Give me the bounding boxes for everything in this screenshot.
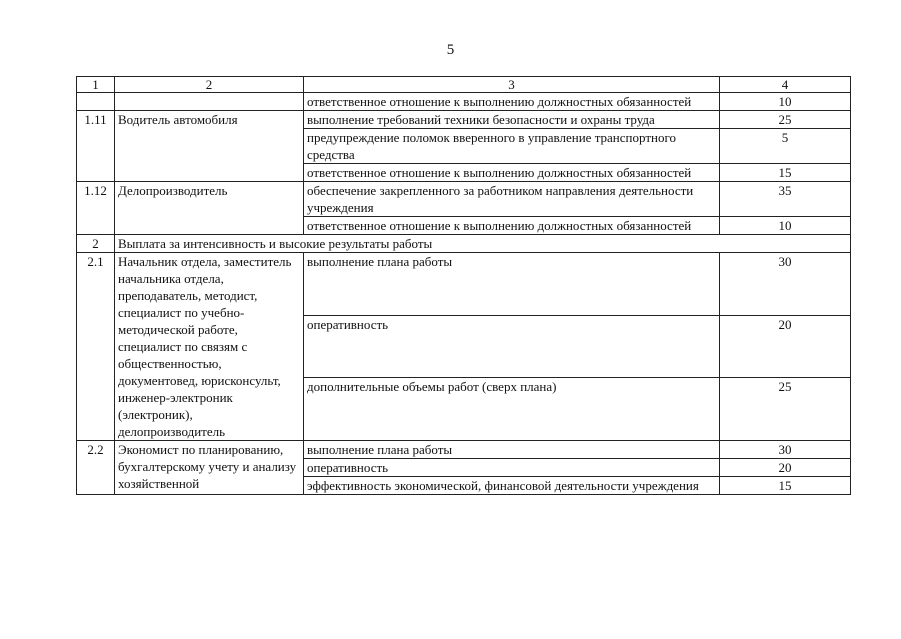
criterion-cell: выполнение требований техники безопасности и охраны труда (304, 111, 720, 129)
criterion-cell: оперативность (304, 459, 720, 477)
row-number (77, 93, 115, 111)
value-cell: 15 (720, 164, 851, 182)
criterion-cell: ответственное отношение к выполнению должностных обязанностей (304, 164, 720, 182)
page-number: 5 (446, 42, 455, 58)
section-title: Выплата за интенсивность и высокие результаты работы (115, 235, 851, 253)
position-cell: Начальник отдела, заместитель начальника отдела, преподаватель, методист, специалист по учебно-методической работе, специалист по связям с общественностью, документовед, юрисконсульт, инженер-электроник (электроник), делопроизводитель (115, 253, 304, 441)
criterion-cell: ответственное отношение к выполнению должностных обязанностей (304, 93, 720, 111)
value-cell: 30 (720, 441, 851, 459)
table-row (77, 93, 851, 111)
criteria-table (76, 76, 851, 495)
row-number: 1.11 (77, 111, 115, 182)
criterion-cell: оперативность (304, 315, 720, 378)
position-cell (115, 93, 304, 111)
value-cell: 10 (720, 93, 851, 111)
row-number: 1.12 (77, 182, 115, 235)
position-cell: Экономист по планированию, бухгалтерскому учету и анализу хозяйственной (115, 441, 304, 495)
value-cell: 25 (720, 378, 851, 441)
criterion-cell: выполнение плана работы (304, 441, 720, 459)
table-row (77, 111, 851, 129)
value-cell: 30 (720, 253, 851, 316)
header-cell: 2 (115, 77, 304, 93)
value-cell: 5 (720, 129, 851, 164)
header-cell: 1 (77, 77, 115, 93)
row-number: 2.1 (77, 253, 115, 441)
value-cell: 20 (720, 315, 851, 378)
header-cell: 4 (720, 77, 851, 93)
section-row (77, 235, 851, 253)
criterion-cell: ответственное отношение к выполнению должностных обязанностей (304, 217, 720, 235)
value-cell: 35 (720, 182, 851, 217)
criterion-cell: дополнительные объемы работ (сверх плана) (304, 378, 720, 441)
table-row (77, 441, 851, 459)
table-row (77, 182, 851, 217)
criterion-cell: выполнение плана работы (304, 253, 720, 316)
section-number: 2 (77, 235, 115, 253)
criterion-cell: эффективность экономической, финансовой деятельности учреждения (304, 477, 720, 495)
value-cell: 25 (720, 111, 851, 129)
value-cell: 10 (720, 217, 851, 235)
table-header-row (77, 77, 851, 93)
header-cell: 3 (304, 77, 720, 93)
table-row (77, 253, 851, 316)
row-number: 2.2 (77, 441, 115, 495)
value-cell: 15 (720, 477, 851, 495)
criterion-cell: обеспечение закрепленного за работником направления деятельности учреждения (304, 182, 720, 217)
value-cell: 20 (720, 459, 851, 477)
criterion-cell: предупреждение поломок вверенного в управление транспортного средства (304, 129, 720, 164)
position-cell: Делопроизводитель (115, 182, 304, 235)
position-cell: Водитель автомобиля (115, 111, 304, 182)
